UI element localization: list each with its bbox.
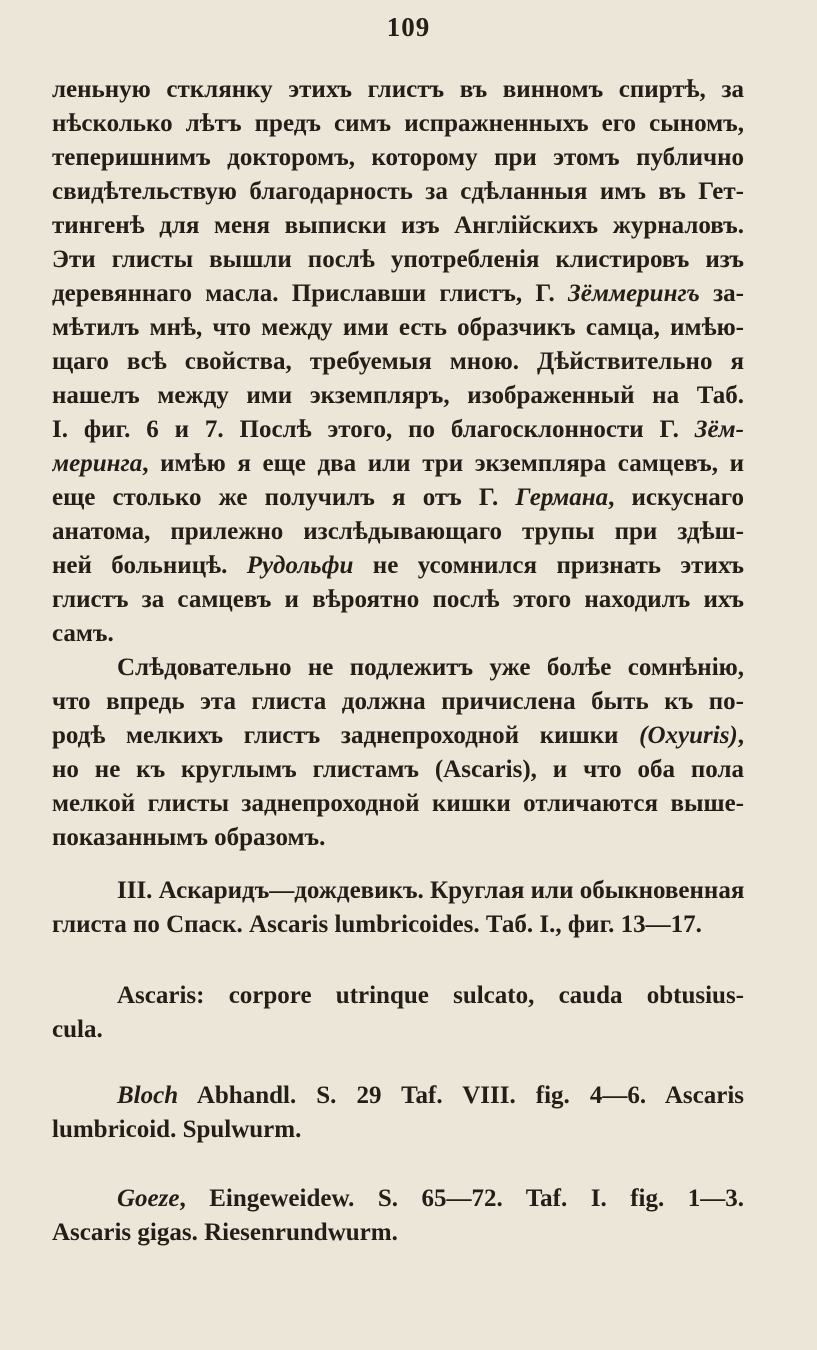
paragraph-ascaris-heading [52, 874, 744, 942]
text-segment: за- [699, 280, 744, 307]
text-line: cula. [52, 1016, 103, 1043]
text-segment: ней больницѣ. [52, 552, 247, 579]
text-line: Слѣдовательно не подлежитъ уже болѣе сомнѣнію, [117, 654, 744, 681]
paragraph-ascaris-diagnosis [52, 979, 744, 1047]
text-segment: Abhandl. S. 29 Taf. VIII. fig. 4—6. Ascaris [178, 1082, 744, 1109]
text-segment: , искуснаго [608, 484, 744, 511]
paragraph-goeze-reference [52, 1182, 744, 1250]
text-line: самъ. [52, 620, 114, 647]
text-line: теперишнимъ докторомъ, которому при этомъ публично [52, 144, 744, 171]
text-line: глиста по Спаск. Ascaris lumbricoides. Таб. I., фиг. 13—17. [52, 911, 702, 938]
text-line: тингенѣ для меня выписки изъ Англійскихъ журналовъ. [52, 212, 744, 239]
text-line: что впредь эта глиста должна причислена быть къ по- [52, 688, 744, 715]
text-line [52, 1079, 744, 1113]
text-segment: , имѣю я еще два или три экземпляра самцевъ, и [142, 450, 744, 477]
text-line: показаннымъ образомъ. [52, 824, 326, 851]
text-line: мелкой глисты заднепроходной кишки отличаются выше- [52, 790, 744, 817]
italic-term: меринга [52, 450, 143, 477]
text-line [52, 1182, 744, 1216]
text-line: леньную стклянку этихъ глистъ въ винномъ спиртѣ, за [52, 76, 744, 103]
text-line [52, 719, 744, 753]
text-segment: , Eingeweidew. S. 65—72. Taf. I. fig. 1—3. [179, 1185, 744, 1212]
paragraph-bloch-reference [52, 1079, 744, 1147]
text-line: III. Аскаридъ—дождевикъ. Круглая или обыкновенная [117, 877, 744, 904]
text-line [52, 413, 744, 447]
italic-term: Зём- [694, 416, 744, 443]
paragraph-conclusion [52, 651, 744, 855]
paragraph-continuation [52, 73, 744, 651]
text-segment: , [737, 722, 744, 749]
text-line [52, 549, 744, 583]
text-line: Ascaris gigas. Riesenrundwurm. [52, 1219, 398, 1246]
text-segment: родѣ мелкихъ глистъ заднепроходной кишки [52, 722, 640, 749]
text-line: lumbricoid. Spulwurm. [52, 1116, 302, 1143]
text-line: глистъ за самцевъ и вѣроятно послѣ этого находилъ ихъ [52, 586, 744, 613]
text-line [52, 277, 744, 311]
italic-term: Рудольфи [246, 552, 354, 579]
page-number: 109 [386, 12, 431, 42]
text-line: свидѣтельствую благодарность за сдѣланныя имъ въ Гет- [52, 178, 744, 205]
text-line: щаго всѣ свойства, требуемыя мною. Дѣйствительно я [52, 348, 744, 375]
italic-term: Зёммерингъ [568, 280, 700, 307]
text-line: но не къ круглымъ глистамъ (Ascaris), и что оба пола [52, 756, 744, 783]
text-line: анатома, прилежно изслѣдывающаго трупы при здѣш- [52, 518, 744, 545]
text-line: Эти глисты вышли послѣ употребленія клистировъ изъ [52, 246, 744, 273]
text-line: нѣсколько лѣтъ предъ симъ испражненныхъ его сыномъ, [52, 110, 744, 137]
italic-term: Goeze [117, 1185, 180, 1212]
text-line [52, 481, 744, 515]
text-line: мѣтилъ мнѣ, что между ими есть образчикъ самца, имѣю- [52, 314, 744, 341]
italic-term: Bloch [117, 1082, 179, 1109]
text-segment: I. фиг. 6 и 7. Послѣ этого, по благосклонности Г. [52, 416, 695, 443]
text-segment: не усомнился признать этихъ [353, 552, 744, 579]
text-line [52, 447, 744, 481]
text-segment: еще столько же получилъ я отъ Г. [52, 484, 516, 511]
italic-term: Германа [515, 484, 609, 511]
text-line: Ascaris: corpore utrinque sulcato, cauda obtusius- [117, 982, 744, 1009]
italic-term: (Oxyuris) [639, 722, 738, 749]
text-segment: деревяннаго масла. Приславши глистъ, Г. [52, 280, 568, 307]
text-line: нашелъ между ими экземпляръ, изображенный на Таб. [52, 382, 744, 409]
